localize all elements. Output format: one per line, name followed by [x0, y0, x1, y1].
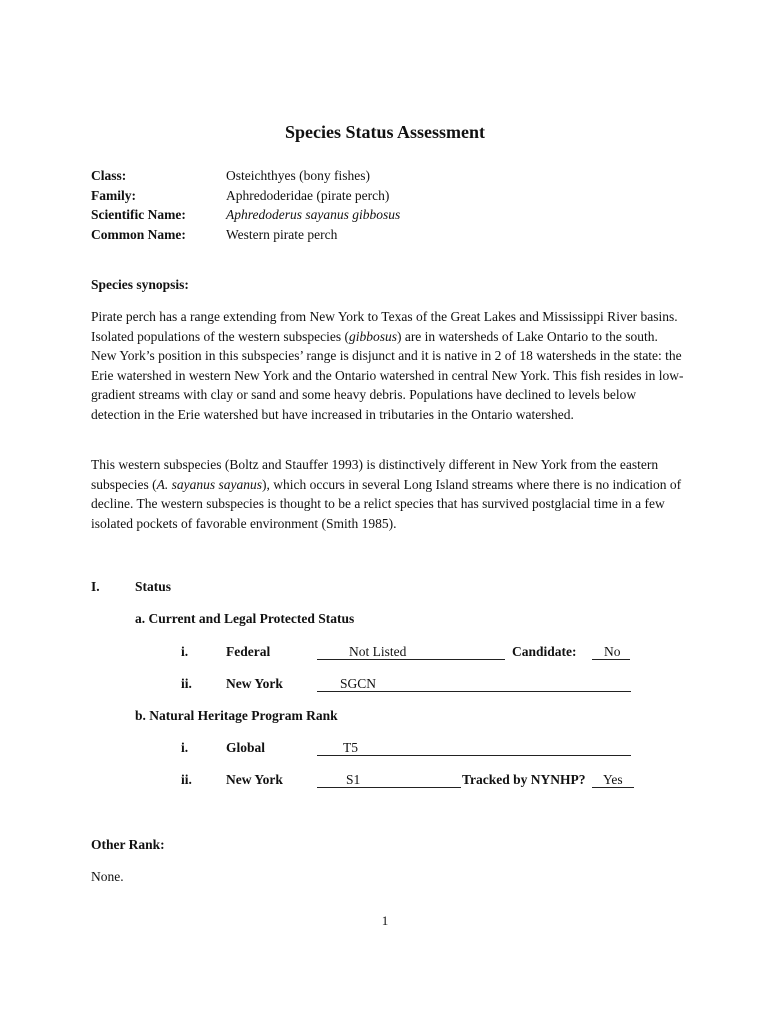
family-label: Family:: [91, 188, 136, 203]
common-name-label: Common Name:: [91, 227, 186, 242]
synopsis-p2-emphasis: A. sayanus sayanus: [156, 476, 262, 492]
federal-value: Not Listed: [349, 644, 407, 659]
candidate-value: No: [604, 644, 621, 659]
synopsis-heading: Species synopsis:: [91, 277, 189, 292]
global-value: T5: [343, 740, 358, 755]
other-rank-value: None.: [91, 869, 124, 884]
ny-legal-label: New York: [226, 676, 283, 691]
synopsis-p1-text-a: Pirate perch has a range extending from New York to Texas of the Great Lakes and Mississippi River basins. Isolated populations of the western subspecies (: [91, 309, 678, 344]
global-label: Global: [226, 740, 266, 755]
synopsis-paragraph-1: [91, 307, 686, 424]
legal-status-heading: a. Current and Legal Protected Status: [135, 611, 355, 626]
page-title: Species Status Assessment: [284, 122, 485, 142]
federal-label: Federal: [226, 644, 271, 659]
global-value-line: [317, 755, 631, 756]
status-heading: Status: [135, 579, 172, 594]
ny-rank-value-line: [317, 787, 461, 788]
synopsis-p2-text-b: ), which occurs in several Long Island streams where there is no indication of decline. The western subspecies is thought to be a relict species that has survived postglacial time in a few isolated pockets of favorable environment (Smith 1985).: [91, 476, 682, 531]
ny-legal-numeral: ii.: [181, 676, 192, 691]
synopsis-p1-emphasis: gibbosus: [348, 328, 397, 344]
ny-rank-numeral: ii.: [181, 772, 192, 787]
ny-rank-value: S1: [346, 772, 361, 787]
synopsis-paragraph-2: [91, 455, 686, 533]
synopsis-p2-text-a: This western subspecies (Boltz and Stauffer 1993) is distinctively different in New York from the eastern subspecies (: [91, 457, 659, 492]
tracked-value: Yes: [603, 772, 623, 787]
tracked-label: Tracked by NYNHP?: [462, 772, 586, 787]
common-name-value: Western pirate perch: [226, 227, 338, 242]
scientific-name-value: Aphredoderus sayanus gibbosus: [226, 207, 401, 222]
federal-numeral: i.: [181, 644, 189, 659]
status-numeral: I.: [91, 579, 100, 594]
page-number: 1: [381, 913, 389, 928]
ny-legal-value: SGCN: [340, 676, 377, 691]
candidate-label: Candidate:: [512, 644, 577, 659]
family-value: Aphredoderidae (pirate perch): [226, 188, 390, 203]
other-rank-heading: Other Rank:: [91, 837, 165, 852]
global-numeral: i.: [181, 740, 189, 755]
class-value: Osteichthyes (bony fishes): [226, 168, 370, 183]
class-label: Class:: [91, 168, 127, 183]
federal-value-line: [317, 659, 505, 660]
scientific-name-label: Scientific Name:: [91, 207, 186, 222]
synopsis-p1-text-b: ) are in watersheds of Lake Ontario to the south. New York’s position in this subspecies’ range is disjunct and it is native in 2 of 18 watersheds in the state: the Erie watershed in western New York and the Ontario watershed in central New York. This fish resides in low-gradient streams with clay or sand and some heavy debris. Populations have declined to levels below detection in the Erie watershed but have increased in tributaries in the Ontario watershed.: [91, 328, 684, 422]
ny-rank-label: New York: [226, 772, 283, 787]
nhp-rank-heading: b. Natural Heritage Program Rank: [135, 708, 338, 723]
